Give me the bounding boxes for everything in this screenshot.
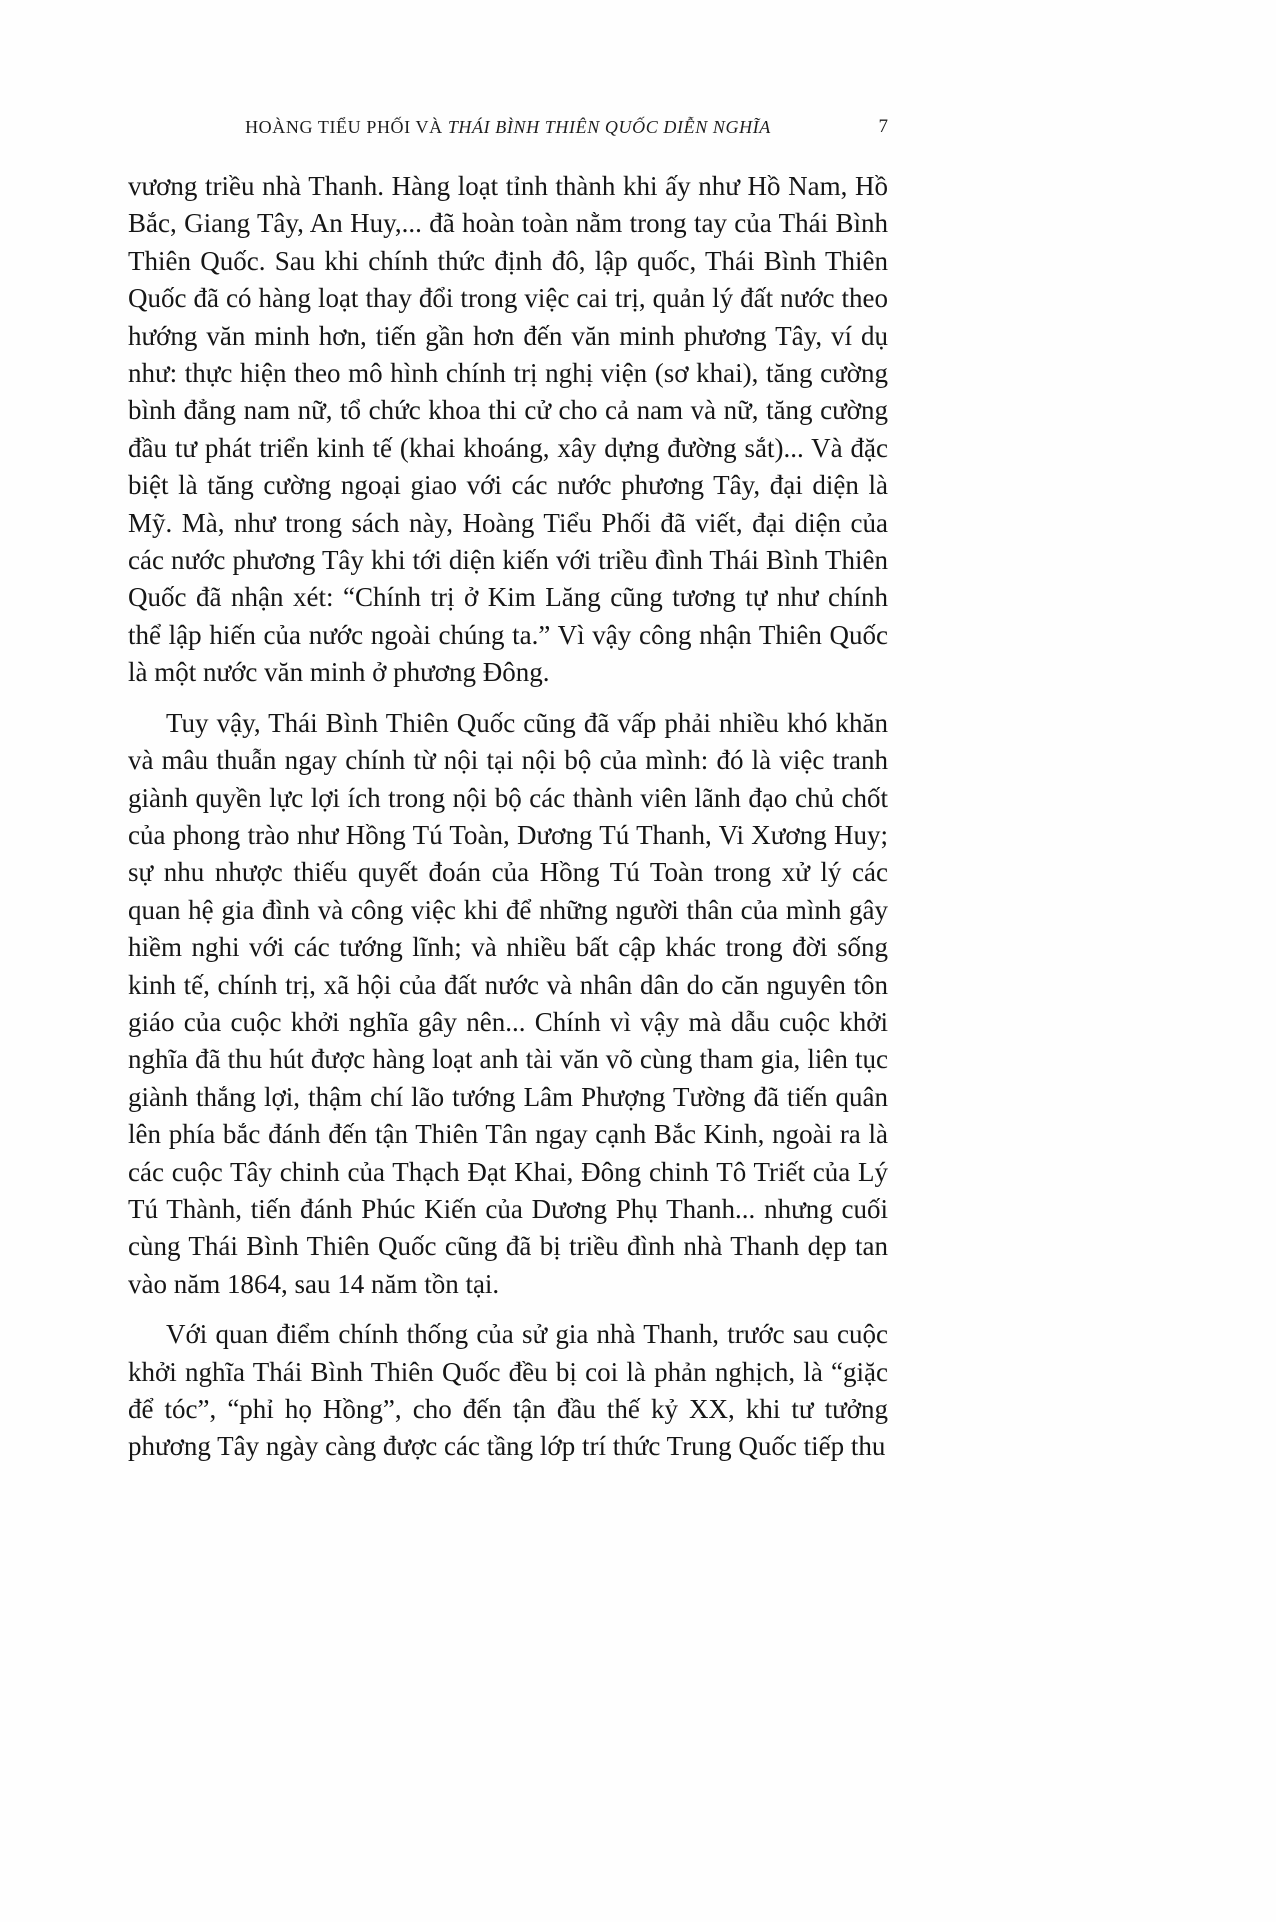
paragraph: Tuy vậy, Thái Bình Thiên Quốc cũng đã vấp phải nhiều khó khăn và mâu thuẫn ngay chính từ nội tại nội bộ của mình: đó là việc tranh giành quyền lực lợi ích trong nội bộ các thành viên lãnh đạo chủ chốt của phong trào như Hồng Tú Toàn, Dương Tú Thanh, Vi Xương Huy; sự nhu nhược thiếu quyết đoán của Hồng Tú Toàn trong xử lý các quan hệ gia đình và công việc khi để những người thân của mình gây hiềm nghi với các tướng lĩnh; và nhiều bất cập khác trong đời sống kinh tế, chính trị, xã hội của đất nước và nhân dân do căn nguyên tôn giáo của cuộc khởi nghĩa gây nên... Chính vì vậy mà dẫu cuộc khởi nghĩa đã thu hút được hàng loạt anh tài văn võ cùng tham gia, liên tục giành thắng lợi, thậm chí lão tướng Lâm Phượng Tường đã tiến quân lên phía bắc đánh đến tận Thiên Tân ngay cạnh Bắc Kinh, ngoài ra là các cuộc Tây chinh của Thạch Đạt Khai, Đông chinh Tô Triết của Lý Tú Thành, tiến đánh Phúc Kiến của Dương Phụ Thanh... nhưng cuối cùng Thái Bình Thiên Quốc cũng đã bị triều đình nhà Thanh dẹp tan vào năm 1864, sau 14 năm tồn tại. bbox=[128, 707, 888, 1299]
running-header bbox=[128, 116, 888, 138]
page-body bbox=[128, 168, 888, 1466]
page-number: 7 bbox=[878, 116, 888, 137]
paragraph: Với quan điểm chính thống của sử gia nhà Thanh, trước sau cuộc khởi nghĩa Thái Bình Thiên Quốc đều bị coi là phản nghịch, là “giặc để tóc”, “phỉ họ Hồng”, cho đến tận đầu thế kỷ XX, khi tư tưởng phương Tây ngày càng được các tầng lớp trí thức Trung Quốc tiếp thu bbox=[128, 1319, 888, 1462]
header-book-title: THÁI BÌNH THIÊN QUỐC DIỄN NGHĨA bbox=[447, 117, 771, 137]
paragraph-continuation: vương triều nhà Thanh. Hàng loạt tỉnh thành khi ấy như Hồ Nam, Hồ Bắc, Giang Tây, An Huy,... đã hoàn toàn nằm trong tay của Thái Bình Thiên Quốc. Sau khi chính thức định đô, lập quốc, Thái Bình Thiên Quốc đã có hàng loạt thay đổi trong việc cai trị, quản lý đất nước theo hướng văn minh hơn, tiến gần hơn đến văn minh phương Tây, ví dụ như: thực hiện theo mô hình chính trị nghị viện (sơ khai), tăng cường bình đẳng nam nữ, tổ chức khoa thi cử cho cả nam và nữ, tăng cường đầu tư phát triển kinh tế (khai khoáng, xây dựng đường sắt)... Và đặc biệt là tăng cường ngoại giao với các nước phương Tây, đại diện là Mỹ. Mà, như trong sách này, Hoàng Tiểu Phối đã viết, đại diện của các nước phương Tây khi tới diện kiến với triều đình Thái Bình Thiên Quốc đã nhận xét: “Chính trị ở Kim Lăng cũng tương tự như chính thể lập hiến của nước ngoài chúng ta.” Vì vậy công nhận Thiên Quốc là một nước văn minh ở phương Đông. bbox=[128, 171, 888, 688]
header-author-text: HOÀNG TIỂU PHỐI VÀ bbox=[245, 117, 448, 137]
text-column bbox=[128, 116, 888, 1466]
